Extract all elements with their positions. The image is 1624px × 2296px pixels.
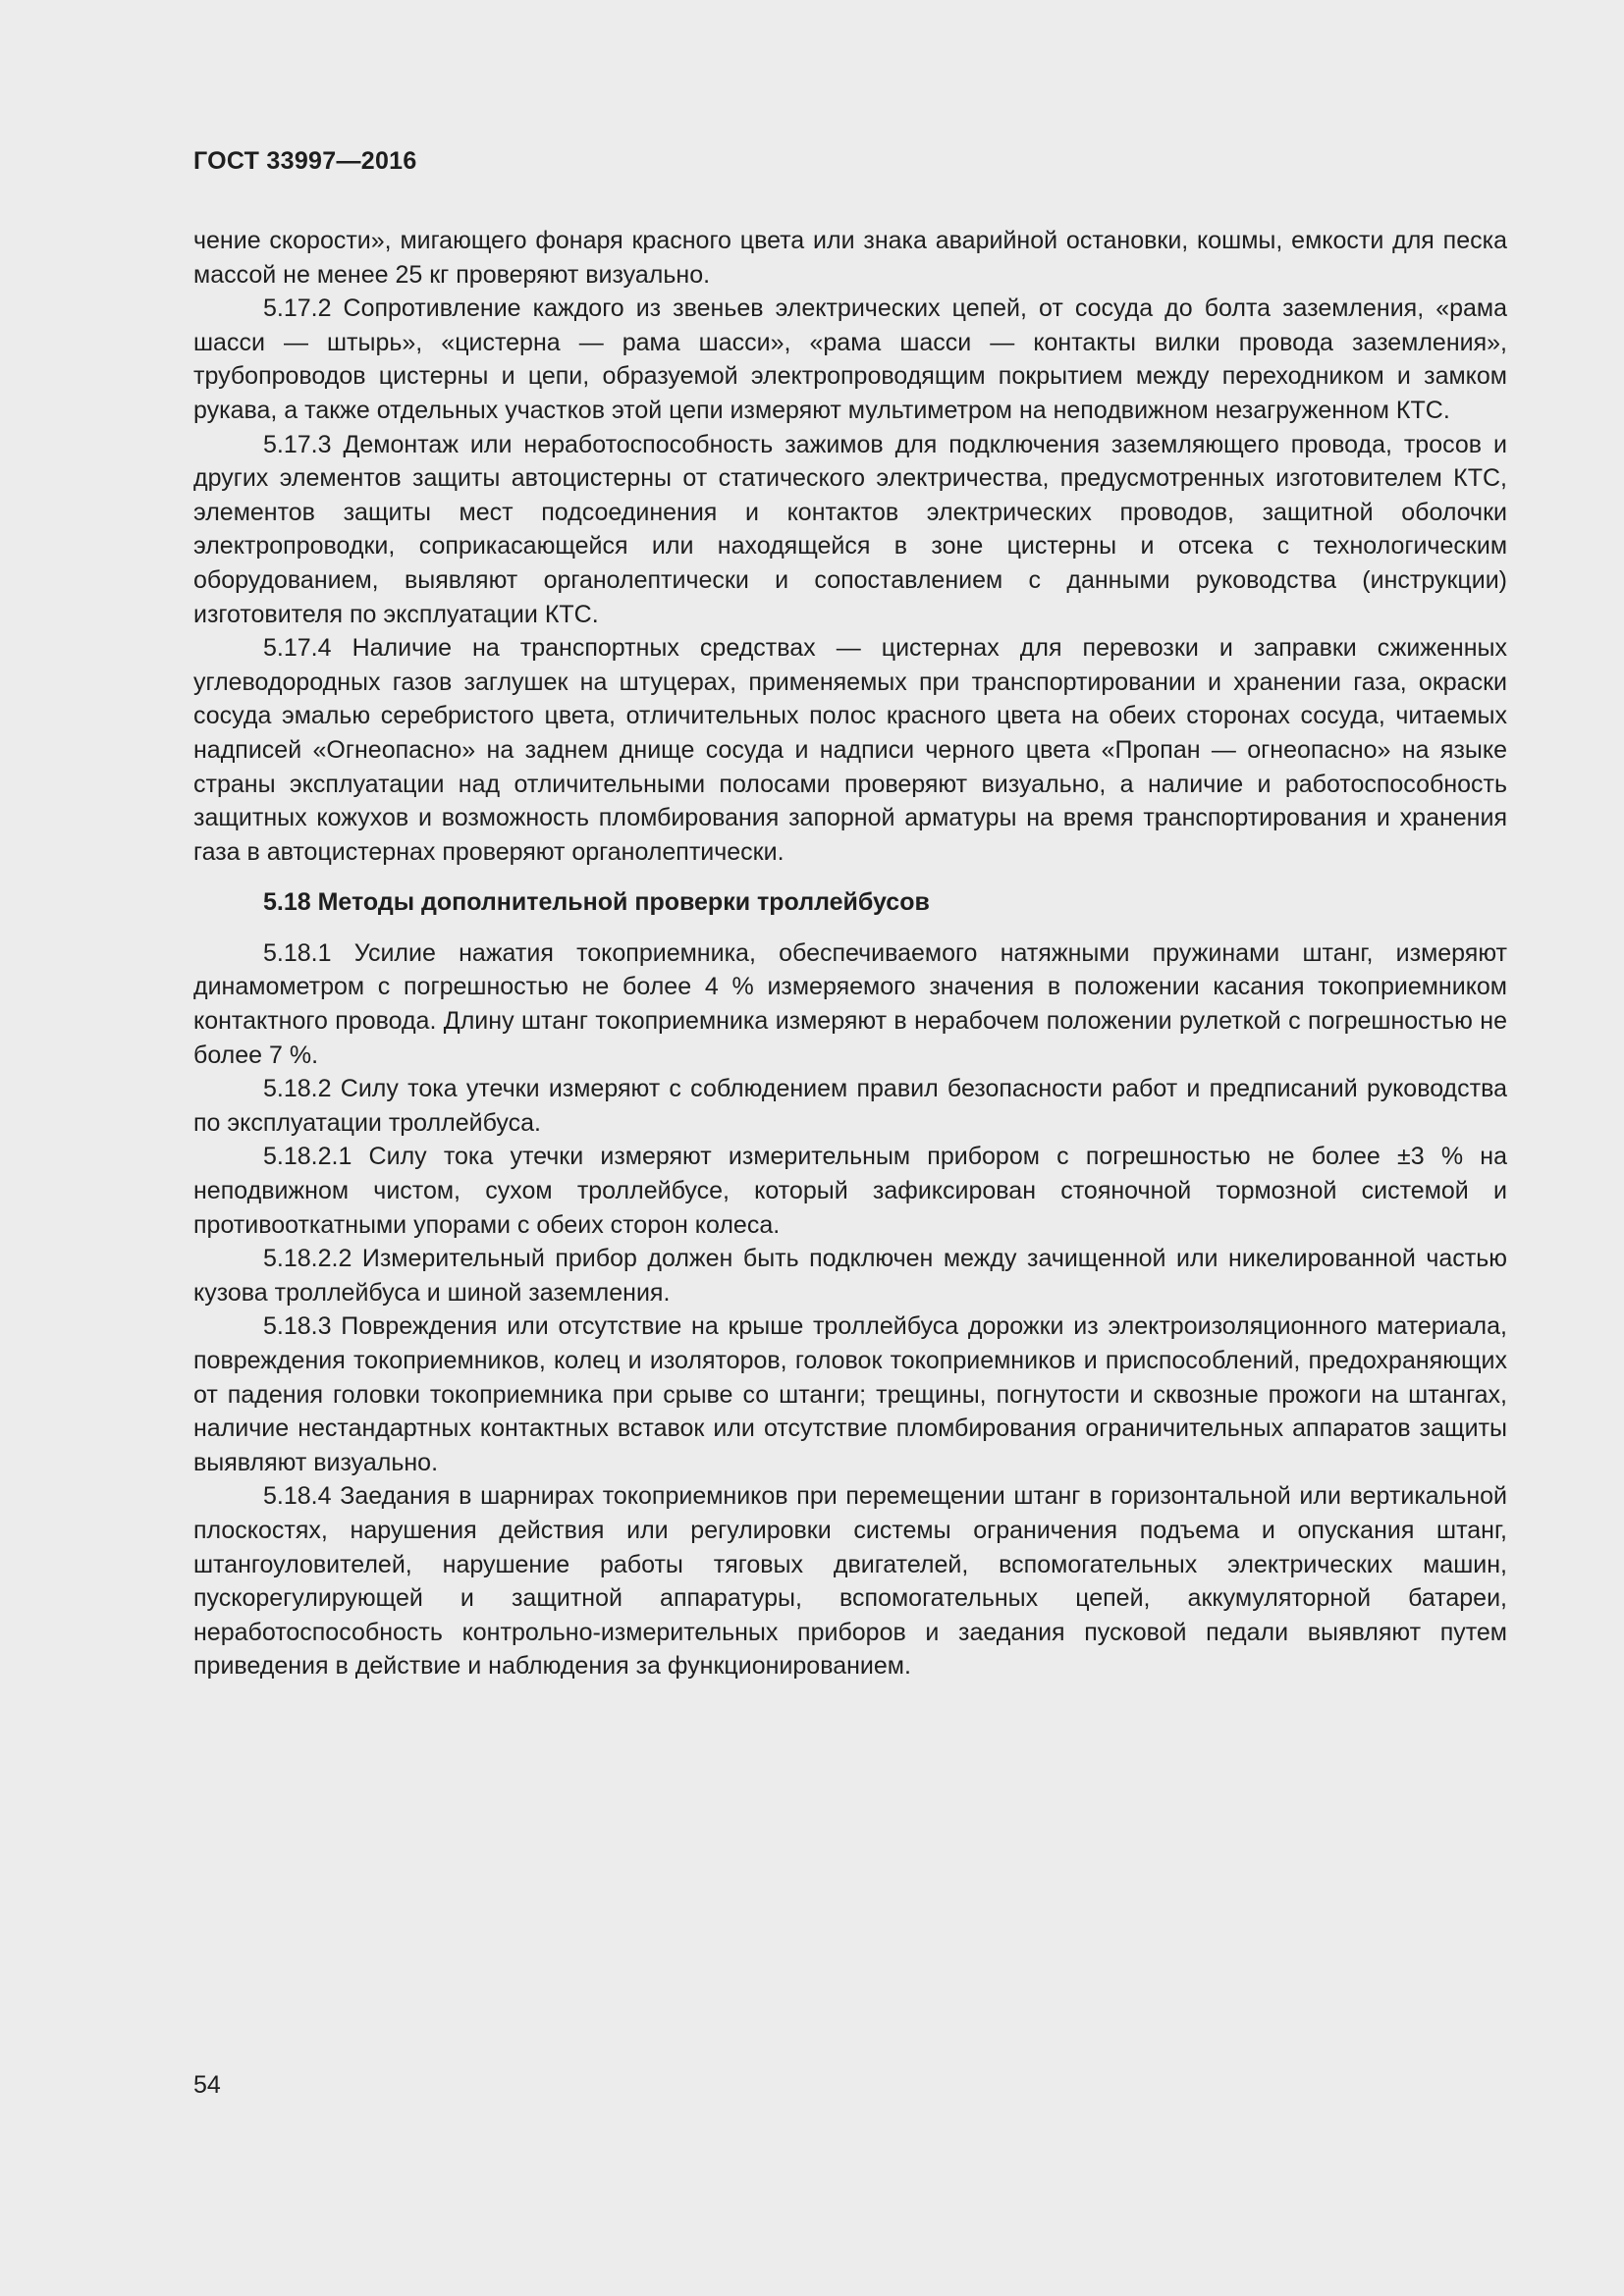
document-body [193,224,1507,1683]
paragraph-5-18-4: 5.18.4 Заедания в шарнирах токоприемников при перемещении штанг в горизонтальной или вертикальной плоскостях, нарушения действия или регулировки системы ограничения подъема и опускания штанг, штангоуловителей, нарушение работы тяговых двигателей, вспомогательных электрических машин, пускорегулирующей и защитной аппаратуры, вспомогательных цепей, аккумуляторной батареи, неработоспособность контрольно-измерительных приборов и заедания пусковой педали выявляют путем приведения в действие и наблюдения за функционированием. [193,1482,1507,1681]
paragraph-5-17-2: 5.17.2 Сопротивление каждого из звеньев электрических цепей, от сосуда до болта заземления, «рама шасси — штырь», «цистерна — рама шасси», «рама шасси — контакты вилки провода заземления», трубопроводов цистерны и цепи, образуемой электропроводящим покрытием между переходником и замком рукава, а также отдельных участков этой цепи измеряют мультиметром на неподвижном незагруженном КТС. [193,294,1507,424]
document-code-header: ГОСТ 33997—2016 [193,147,417,175]
paragraph-5-18-3: 5.18.3 Повреждения или отсутствие на крыше троллейбуса дорожки из электроизоляционного материала, повреждения токоприемников, колец и изоляторов, головок токоприемников и приспособлений, предохраняющих от падения головки токоприемника при срыве со штанги; трещины, погнутости и сквозные прожоги на штангах, наличие нестандартных контактных вставок или отсутствие пломбирования ограничительных аппаратов защиты выявляют визуально. [193,1312,1507,1476]
section-heading-5-18: 5.18 Методы дополнительной проверки троллейбусов [263,888,930,917]
paragraph-5-18-2: 5.18.2 Силу тока утечки измеряют с соблюдением правил безопасности работ и предписаний руководства по эксплуатации троллейбуса. [193,1075,1507,1137]
paragraph-5-18-1: 5.18.1 Усилие нажатия токоприемника, обеспечиваемого натяжными пружинами штанг, измеряют динамометром с погрешностью не более 4 % измеряемого значения в положении касания токоприемником контактного провода. Длину штанг токоприемника измеряют в нерабочем положении рулеткой с погрешностью не более 7 %. [193,938,1507,1069]
paragraph-5-17-4: 5.17.4 Наличие на транспортных средствах — цистернах для перевозки и заправки сжиженных углеводородных газов заглушек на штуцерах, применяемых при транспортировании и хранении газа, окраски сосуда эмалью серебристого цвета, отличительных полос красного цвета на обеих сторонах сосуда, читаемых надписей «Огнеопасно» на заднем днище сосуда и надписи черного цвета «Пропан — огнеопасно» на языке страны эксплуатации над отличительными полосами проверяют визуально, а наличие и работоспособность защитных кожухов и возможность пломбирования запорной арматуры на время транспортирования и хранения газа в автоцистернах проверяют органолептически. [193,634,1507,866]
paragraph-continuation: чение скорости», мигающего фонаря красного цвета или знака аварийной остановки, кошмы, емкости для песка массой не менее 25 кг проверяют визуально. [193,227,1507,289]
paragraph-5-17-3: 5.17.3 Демонтаж или неработоспособность зажимов для подключения заземляющего провода, тросов и других элементов защиты автоцистерны от статического электричества, предусмотренных изготовителем КТС, элементов защиты мест подсоединения и контактов электрических проводов, защитной оболочки электропроводки, соприкасающейся или находящейся в зоне цистерны и отсека с технологическим оборудованием, выявляют органолептически и сопоставлением с данными руководства (инструкции) изготовителя по эксплуатации КТС. [193,430,1507,628]
paragraph-5-18-2-1: 5.18.2.1 Силу тока утечки измеряют измерительным прибором с погрешностью не более ±3 % на неподвижном чистом, сухом троллейбусе, который зафиксирован стояночной тормозной системой и противооткатными упорами с обеих сторон колеса. [193,1143,1507,1239]
page-number: 54 [193,2071,221,2099]
paragraph-5-18-2-2: 5.18.2.2 Измерительный прибор должен быть подключен между зачищенной или никелированной частью кузова троллейбуса и шиной заземления. [193,1245,1507,1307]
